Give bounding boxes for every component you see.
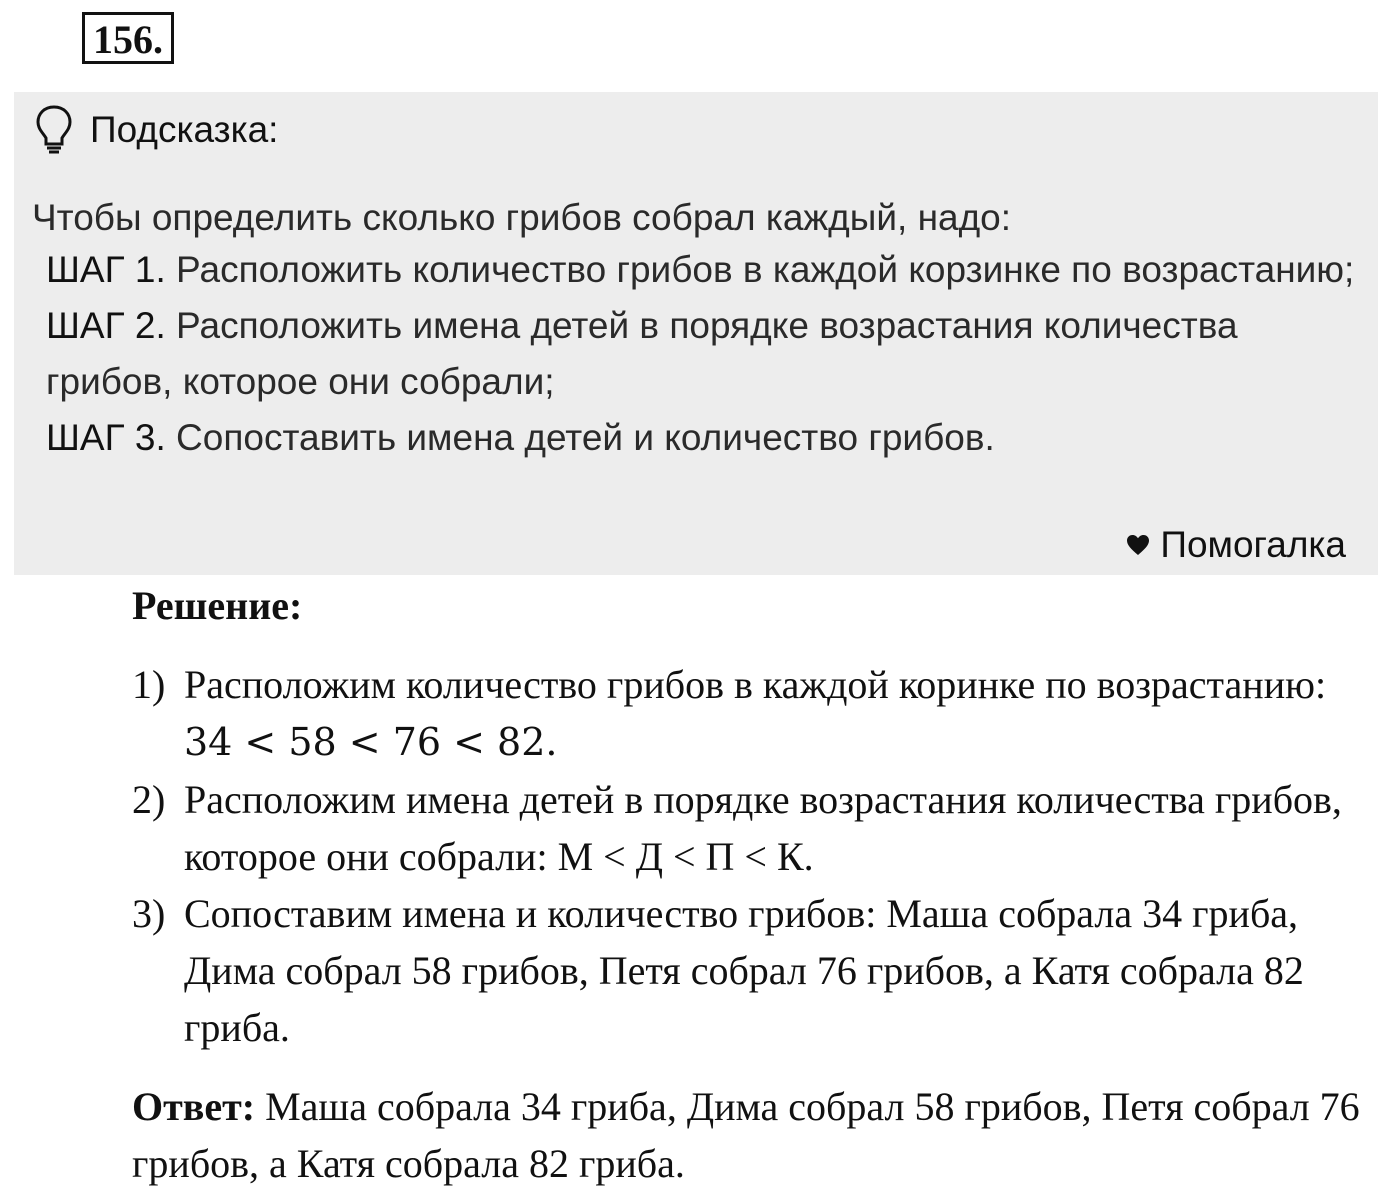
step-text: Расположить имена детей в порядке возрастания количества грибов, которое они собрали;: [46, 305, 1238, 402]
step-text: Расположить количество грибов в каждой корзинке по возрастанию;: [176, 249, 1355, 290]
answer-text: Маша собрала 34 гриба, Дима собрал 58 грибов, Петя собрал 76 грибов, а Катя собрала 82 гриба.: [132, 1084, 1360, 1186]
solution-item-1: [132, 656, 1372, 771]
brand-label: Помогалка: [1160, 524, 1346, 565]
hint-step-2: [46, 298, 1356, 410]
answer: [132, 1078, 1372, 1192]
step-label: ШАГ 2.: [46, 305, 166, 346]
step-label: ШАГ 3.: [46, 417, 166, 458]
item-text-body: Расположим имена детей в порядке возрастания количества грибов, которое они собрали:: [184, 777, 1342, 879]
answer-label: Ответ:: [132, 1084, 256, 1129]
hint-box: [14, 92, 1378, 575]
item-math: М < Д < П < К.: [557, 834, 814, 879]
heart-icon: [1126, 534, 1150, 556]
task-number: 156.: [82, 12, 174, 64]
item-text: [184, 771, 1372, 885]
hint-steps: [46, 242, 1356, 466]
solution-item-3: [132, 885, 1372, 1056]
hint-step-1: [46, 242, 1356, 298]
brand-watermark: [1126, 517, 1346, 573]
item-text: Сопоставим имена и количество грибов: Маша собрала 34 гриба, Дима собрал 58 грибов, Петя собрал 76 грибов, а Катя собрала 82 гриба.: [184, 891, 1304, 1050]
hint-step-3: [46, 410, 1356, 466]
item-number: 3): [132, 891, 166, 936]
item-text-body: Расположим количество грибов в каждой коринке по возрастанию:: [184, 662, 1327, 707]
lightbulb-icon: [34, 104, 74, 156]
solution-section: [132, 578, 1372, 1192]
item-text: [184, 656, 1372, 771]
solution-list: [132, 656, 1372, 1056]
hint-title: Подсказка:: [90, 109, 279, 150]
hint-header: [34, 102, 278, 158]
step-text: Сопоставить имена детей и количество грибов.: [176, 417, 995, 458]
item-number: 2): [132, 777, 166, 822]
hint-intro: Чтобы определить сколько грибов собрал каждый, надо:: [32, 197, 1012, 238]
solution-title: Решение:: [132, 583, 303, 628]
item-number: 1): [132, 662, 166, 707]
solution-item-2: [132, 771, 1372, 885]
step-label: ШАГ 1.: [46, 249, 166, 290]
item-math: 34 < 58 < 76 < 82.: [184, 720, 558, 764]
